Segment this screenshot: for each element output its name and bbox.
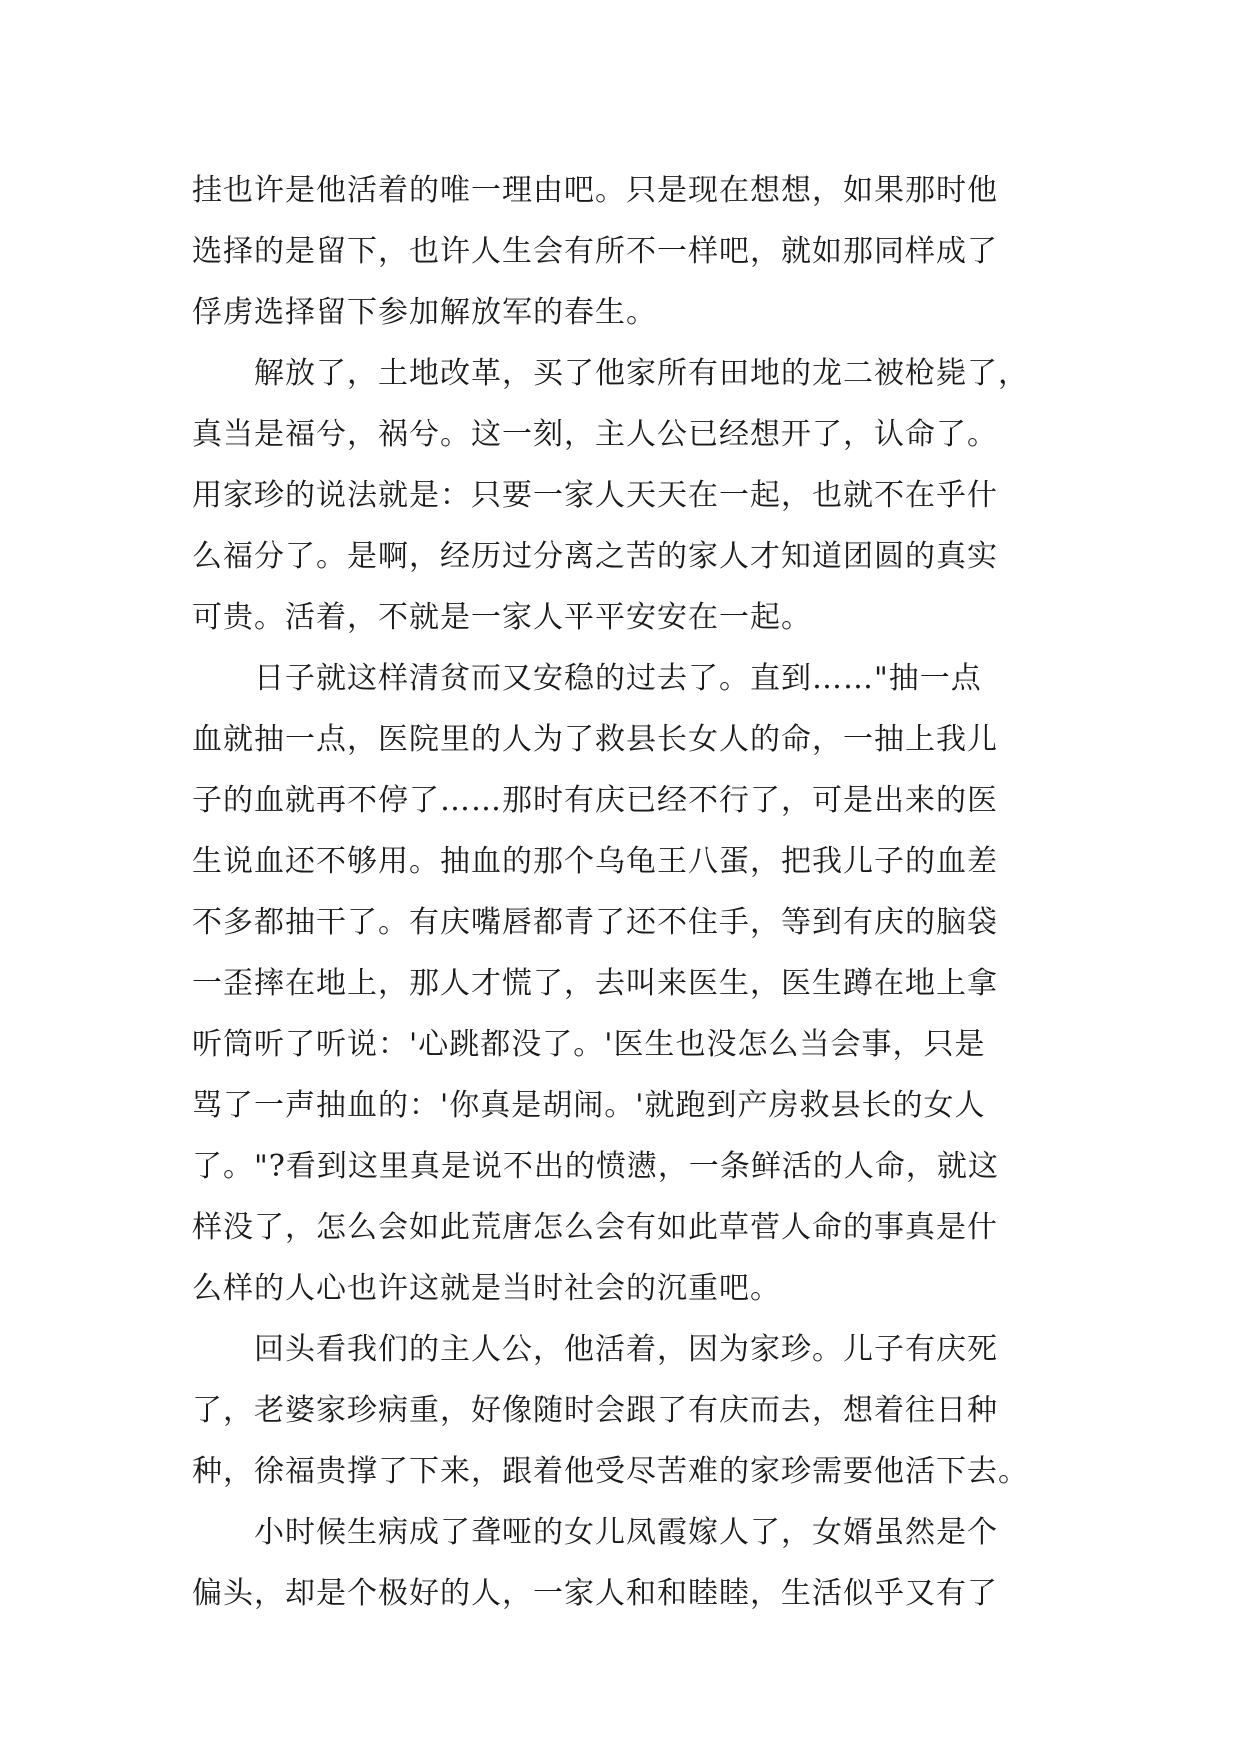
paragraph — [192, 1319, 1062, 1502]
text-line: 么样的人心也许这就是当时社会的沉重吧。 — [192, 1271, 781, 1306]
text-line: 了。"?看到这里真是说不出的愤懑，一条鲜活的人命，就这 — [192, 1149, 999, 1184]
text-line: 子的血就再不停了……那时有庆已经不行了，可是出来的医 — [192, 783, 998, 818]
text-line: 俘虏选择留下参加解放军的春生。 — [192, 295, 657, 330]
text-line: 生说血还不够用。抽血的那个乌龟王八蛋，把我儿子的血差 — [192, 844, 998, 879]
text-line: 用家珍的说法就是：只要一家人天天在一起，也就不在乎什 — [192, 478, 998, 513]
paragraph — [192, 648, 1062, 1319]
text-line: 选择的是留下，也许人生会有所不一样吧，就如那同样成了 — [192, 234, 998, 269]
document-body — [192, 160, 1062, 1624]
text-line: 了，老婆家珍病重，好像随时会跟了有庆而去，想着往日种 — [192, 1393, 998, 1428]
text-line: 么福分了。是啊，经历过分离之苦的家人才知道团圆的真实 — [192, 539, 998, 574]
text-line: 小时候生病成了聋哑的女儿凤霞嫁人了，女婿虽然是个 — [254, 1515, 998, 1550]
paragraph — [192, 343, 1062, 648]
text-line: 听筒听了听说：'心跳都没了。'医生也没怎么当会事，只是 — [192, 1027, 986, 1062]
text-line: 真当是福兮，祸兮。这一刻，主人公已经想开了，认命了。 — [192, 417, 998, 452]
paragraph — [192, 160, 1062, 343]
text-line: 回头看我们的主人公，他活着，因为家珍。儿子有庆死 — [254, 1332, 998, 1367]
text-line: 偏头，却是个极好的人，一家人和和睦睦，生活似乎又有了 — [192, 1576, 998, 1611]
text-line: 样没了，怎么会如此荒唐怎么会有如此草菅人命的事真是什 — [192, 1210, 998, 1245]
text-line: 血就抽一点，医院里的人为了救县长女人的命，一抽上我儿 — [192, 722, 998, 757]
paragraph — [192, 1502, 1062, 1624]
text-line: 解放了，土地改革，买了他家所有田地的龙二被枪毙了， — [254, 356, 1029, 391]
text-line: 骂了一声抽血的：'你真是胡闹。'就跑到产房救县长的女人 — [192, 1088, 986, 1123]
text-line: 不多都抽干了。有庆嘴唇都青了还不住手，等到有庆的脑袋 — [192, 905, 998, 940]
text-line: 一歪摔在地上，那人才慌了，去叫来医生，医生蹲在地上拿 — [192, 966, 998, 1001]
text-line: 可贵。活着，不就是一家人平平安安在一起。 — [192, 600, 812, 635]
text-line: 日子就这样清贫而又安稳的过去了。直到……"抽一点 — [254, 661, 982, 696]
text-line: 挂也许是他活着的唯一理由吧。只是现在想想，如果那时他 — [192, 173, 998, 208]
text-line: 种，徐福贵撑了下来，跟着他受尽苦难的家珍需要他活下去。 — [192, 1454, 1029, 1489]
